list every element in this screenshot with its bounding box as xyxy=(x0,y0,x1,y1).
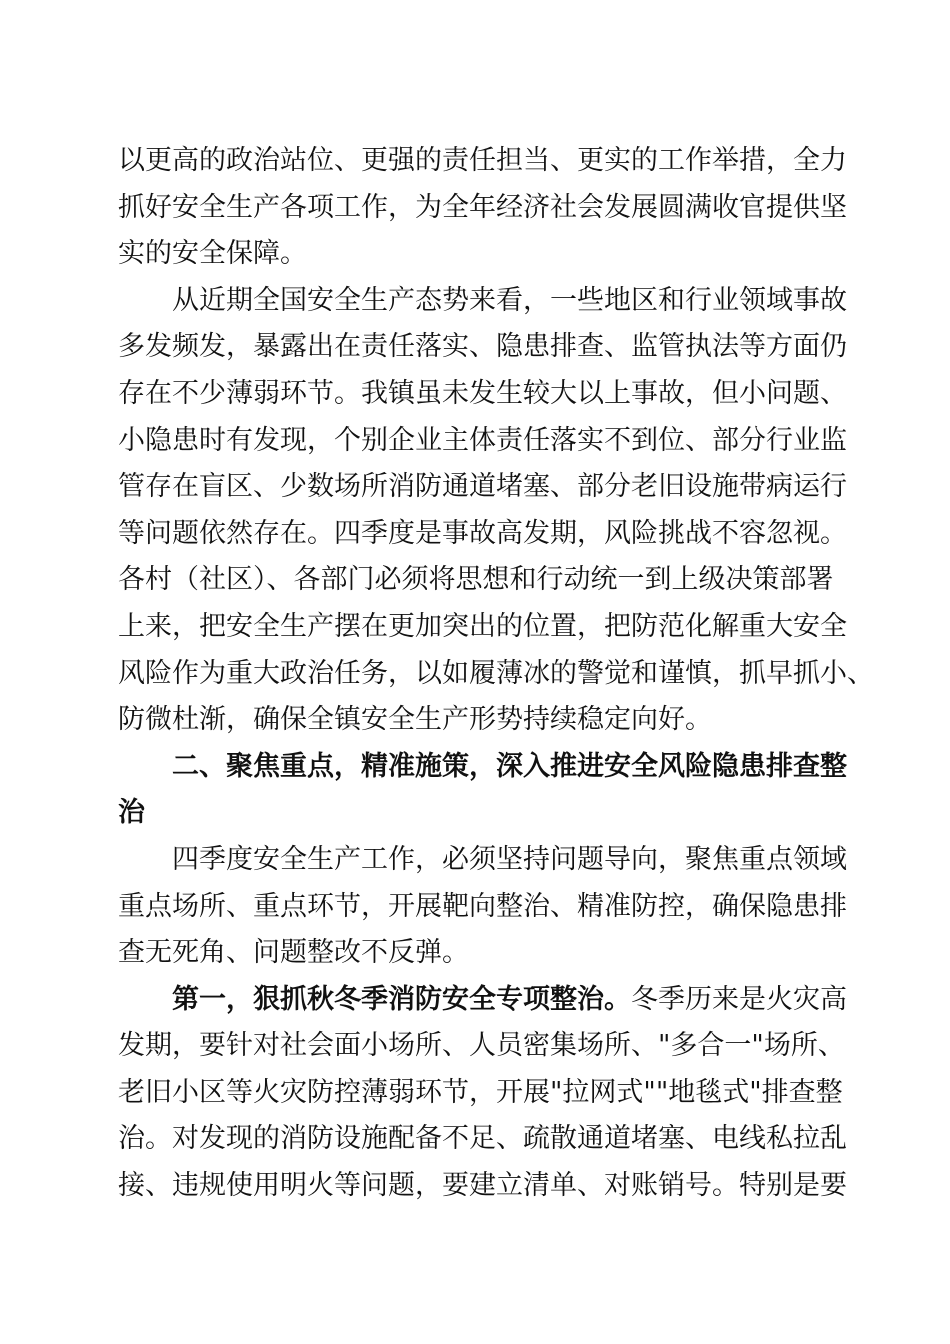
paragraph-4 xyxy=(118,977,847,1210)
paragraph-2 xyxy=(118,278,874,744)
text-line: 以更高的政治站位、更强的责任担当、更实的工作举措，全力 xyxy=(118,145,847,176)
text-line: 风险作为重大政治任务，以如履薄冰的警觉和谨慎，抓早抓小、 xyxy=(118,657,874,689)
paragraph-3 xyxy=(118,837,847,977)
text-line: 管存在盲区、少数场所消防通道堵塞、部分老旧设施带病运行 xyxy=(118,471,847,503)
text-line: 四季度安全生产工作，必须坚持问题导向，聚焦重点领域 xyxy=(172,843,847,875)
text-line: 多发频发，暴露出在责任落实、隐患排查、监管执法等方面仍 xyxy=(118,331,847,363)
text-line: 防微杜渐，确保全镇安全生产形势持续稳定向好。 xyxy=(118,704,712,736)
text-line: 实的安全保障。 xyxy=(118,238,307,270)
text-line: 小隐患时有发现，个别企业主体责任落实不到位、部分行业监 xyxy=(118,424,847,456)
paragraph-1 xyxy=(118,138,847,278)
text-line: 抓好安全生产各项工作，为全年经济社会发展圆满收官提供坚 xyxy=(118,191,847,223)
document-page xyxy=(118,138,874,1210)
text-line: 治。对发现的消防设施配备不足、疏散通道堵塞、电线私拉乱 xyxy=(118,1123,847,1155)
text-run: 冬季历来是火灾高 xyxy=(631,983,847,1015)
section-heading xyxy=(118,744,847,837)
heading-line: 治 xyxy=(118,797,145,829)
bold-lead: 第一，狠抓秋冬季消防安全专项整治。 xyxy=(172,983,631,1015)
text-line: 老旧小区等火灾防控薄弱环节，开展"拉网式""地毯式"排查整 xyxy=(118,1076,843,1108)
text-line: 重点场所、重点环节，开展靶向整治、精准防控，确保隐患排 xyxy=(118,890,847,922)
text-line: 存在不少薄弱环节。我镇虽未发生较大以上事故，但小问题、 xyxy=(118,377,847,409)
text-line: 查无死角、问题整改不反弹。 xyxy=(118,937,469,969)
text-line: 各村（社区）、各部门必须将思想和行动统一到上级决策部署 xyxy=(118,564,834,596)
heading-line: 二、聚焦重点，精准施策，深入推进安全风险隐患排查整 xyxy=(172,750,847,782)
text-line xyxy=(118,977,847,1024)
text-line: 从近期全国安全生产态势来看，一些地区和行业领域事故 xyxy=(172,284,847,316)
text-line: 接、违规使用明火等问题，要建立清单、对账销号。特别是要 xyxy=(118,1170,847,1202)
text-line: 上来，把安全生产摆在更加突出的位置，把防范化解重大安全 xyxy=(118,610,847,642)
text-line: 等问题依然存在。四季度是事故高发期，风险挑战不容忽视。 xyxy=(118,517,847,549)
text-line: 发期，要针对社会面小场所、人员密集场所、"多合一"场所、 xyxy=(118,1030,845,1062)
